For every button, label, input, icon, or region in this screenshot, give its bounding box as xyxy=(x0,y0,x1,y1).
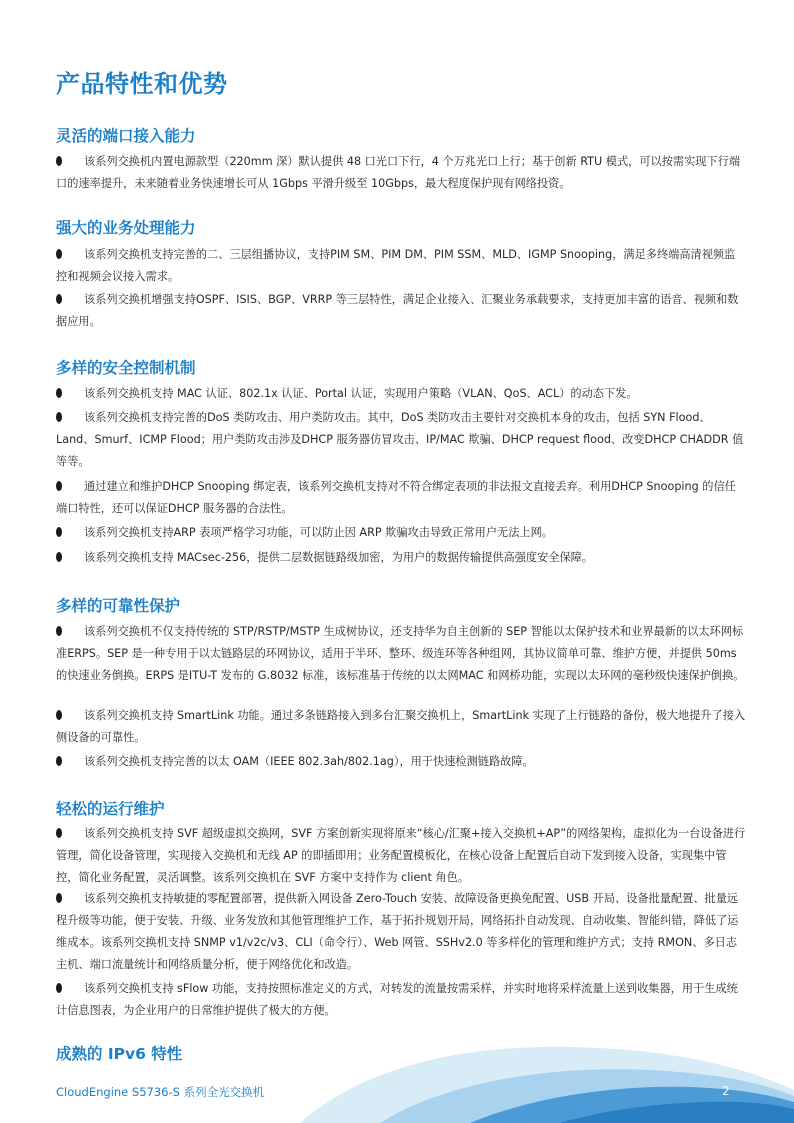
bullet-dot-icon xyxy=(56,249,62,259)
bullet-dot-icon xyxy=(56,756,62,766)
page-number: 2 xyxy=(722,1084,730,1098)
bullet-dot-icon xyxy=(56,710,62,720)
section-title-port-access: 灵活的端口接入能力 xyxy=(56,127,196,145)
bullet-paragraph: 该系列交换机支持 sFlow 功能，支持按照标准定义的方式，对转发的流量按需采样，并实时地将采样流量上送到收集器，用于生成统计信息图表，为企业用户的日常维护提供了极大的方便。 xyxy=(56,982,738,1017)
section-title-reliability: 多样的可靠性保护 xyxy=(56,597,181,615)
bullet-paragraph: 该系列交换机支持 SmartLink 功能。通过多条链路接入到多台汇聚交换机上，SmartLink 实现了上行链路的备份，极大地提升了接入侧设备的可靠性。 xyxy=(56,709,746,744)
section-title-operations-maintenance: 轻松的运行维护 xyxy=(56,800,165,818)
bullet-dot-icon xyxy=(56,388,62,398)
bullet-dot-icon xyxy=(56,626,62,636)
bullet-paragraph: 该系列交换机支持完善的DoS 类防攻击、用户类防攻击。其中，DoS 类防攻击主要针对交换机本身的攻击，包括 SYN Flood、Land、Smurf、ICMP Flood；用户类防攻击涉及DHCP 服务器仿冒攻击、IP/MAC 欺骗、DHCP request flood、改变DHCP CHADDR 值等等。 xyxy=(56,411,744,468)
footer-wave-decoration xyxy=(0,1030,794,1123)
bullet-dot-icon xyxy=(56,156,62,166)
bullet-paragraph: 该系列交换机支持敏捷的零配置部署，提供新入网设备 Zero-Touch 安装、故障设备更换免配置、USB 开局、设备批量配置、批量远程升级等功能，便于安装、升级、业务发放和其他管理维护工作，基于拓扑规划开局，网络拓扑自动发现、自动收集、智能纠错，降低了运维成本。该系列交换机支持 SNMP v1/v2c/v3、CLI（命令行）、Web 网管、SSHv2.0 等多样化的管理和维护方式；支持 RMON、多日志主机、端口流量统计和网络质量分析，便于网络优化和改造。 xyxy=(56,892,739,971)
bullet-paragraph: 通过建立和维护DHCP Snooping 绑定表，该系列交换机支持对不符合绑定表项的非法报文直接丢弃。利用DHCP Snooping 的信任端口特性，还可以保证DHCP 服务器的合法性。 xyxy=(56,480,736,515)
bullet-paragraph: 该系列交换机支持 MAC 认证、802.1x 认证、Portal 认证，实现用户策略（VLAN、QoS、ACL）的动态下发。 xyxy=(56,383,746,405)
section-title-service-processing: 强大的业务处理能力 xyxy=(56,219,196,237)
bullet-dot-icon xyxy=(56,552,62,562)
section-title-ipv6: 成熟的 IPv6 特性 xyxy=(56,1045,183,1063)
bullet-dot-icon xyxy=(56,983,62,993)
bullet-paragraph: 该系列交换机支持完善的以太 OAM（IEEE 802.3ah/802.1ag），用于快速检测链路故障。 xyxy=(56,751,746,773)
footer-product-name: CloudEngine S5736-S 系列全光交换机 xyxy=(56,1085,265,1099)
bullet-paragraph: 该系列交换机内置电源款型（220mm 深）默认提供 48 口光口下行，4 个万兆光口上行；基于创新 RTU 模式，可以按需实现下行端口的速率提升，未来随着业务快速增长可从 1Gbps 平滑升级至 10Gbps，最大程度保护现有网络投资。 xyxy=(56,155,741,190)
bullet-paragraph: 该系列交换机增强支持OSPF、ISIS、BGP、VRRP 等三层特性，满足企业接入、汇聚业务承载要求，支持更加丰富的语音、视频和数据应用。 xyxy=(56,293,739,328)
bullet-dot-icon xyxy=(56,527,62,537)
bullet-dot-icon xyxy=(56,412,62,422)
bullet-paragraph: 该系列交换机支持 MACsec-256，提供二层数据链路级加密，为用户的数据传输提供高强度安全保障。 xyxy=(56,547,746,569)
bullet-paragraph: 该系列交换机支持ARP 表项严格学习功能，可以防止因 ARP 欺骗攻击导致正常用户无法上网。 xyxy=(56,522,746,544)
bullet-paragraph: 该系列交换机支持完善的二、三层组播协议，支持PIM SM、PIM DM、PIM SSM、MLD、IGMP Snooping，满足多终端高清视频监控和视频会议接入需求。 xyxy=(56,248,736,283)
bullet-paragraph: 该系列交换机不仅支持传统的 STP/RSTP/MSTP 生成树协议，还支持华为自主创新的 SEP 智能以太保护技术和业界最新的以太环网标准ERPS。SEP 是一种专用于以太链路层的环网协议，适用于半环、整环、级连环等各种组网，其协议简单可靠、维护方便，并提供 50ms 的快速业务倒换。ERPS 是ITU-T 发布的 G.8032 标准，该标准基于传统的以太网MAC 和网桥功能，实现以太环网的毫秒级快速保护倒换。 xyxy=(56,625,745,682)
bullet-dot-icon xyxy=(56,294,62,304)
page-title: 产品特性和优势 xyxy=(56,70,228,98)
bullet-dot-icon xyxy=(56,893,62,903)
bullet-paragraph: 该系列交换机支持 SVF 超级虚拟交换网，SVF 方案创新实现将原来“核心/汇聚+接入交换机+AP”的网络架构，虚拟化为一台设备进行管理，简化设备管理，实现接入交换机和无线 AP 的即插即用；业务配置模板化，在核心设备上配置后自动下发到接入设备，实现集中管控，简化业务配置，灵活调整。该系列交换机在 SVF 方案中支持作为 client 角色。 xyxy=(56,827,746,884)
section-title-security-control: 多样的安全控制机制 xyxy=(56,359,196,377)
bullet-dot-icon xyxy=(56,828,62,838)
bullet-dot-icon xyxy=(56,481,62,491)
